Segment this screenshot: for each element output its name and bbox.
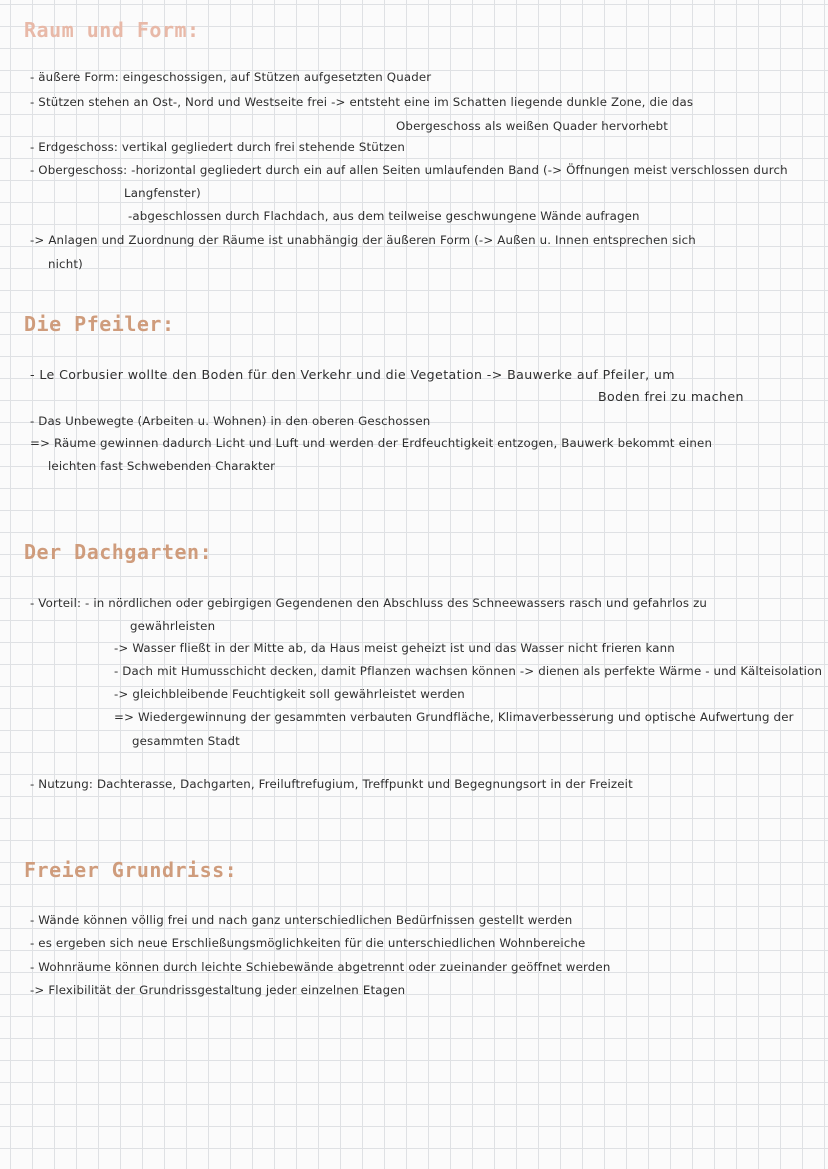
note-line: leichten fast Schwebenden Charakter — [48, 459, 276, 473]
note-line: -abgeschlossen durch Flachdach, aus dem teilweise geschwungene Wände aufragen — [128, 209, 640, 223]
note-line: - Le Corbusier wollte den Boden für den Verkehr und die Vegetation -> Bauwerke auf Pfeiler, um — [30, 367, 675, 382]
note-line: - Obergeschoss: -horizontal gegliedert durch ein auf allen Seiten umlaufenden Band (-> Öffnungen meist verschlossen durch — [30, 163, 788, 177]
note-line: -> Flexibilität der Grundrissgestaltung jeder einzelnen Etagen — [30, 983, 406, 997]
section-heading-die-pfeiler: Die Pfeiler: — [24, 312, 175, 336]
note-line: nicht) — [48, 257, 83, 271]
note-line: gesammten Stadt — [132, 734, 240, 748]
section-heading-raum-und-form: Raum und Form: — [24, 18, 200, 42]
note-line: Boden frei zu machen — [598, 389, 744, 404]
note-line: Obergeschoss als weißen Quader hervorhebt — [396, 119, 669, 133]
note-line: -> Wasser fließt in der Mitte ab, da Haus meist geheizt ist und das Wasser nicht frieren kann — [114, 641, 675, 655]
note-line: gewährleisten — [130, 619, 216, 633]
note-line: - Stützen stehen an Ost-, Nord und Westseite frei -> entsteht eine im Schatten liegende dunkle Zone, die das — [30, 95, 694, 109]
note-line: - es ergeben sich neue Erschließungsmöglichkeiten für die unterschiedlichen Wohnbereiche — [30, 936, 586, 950]
section-heading-freier-grundriss: Freier Grundriss: — [24, 858, 238, 882]
note-line: - Dach mit Humusschicht decken, damit Pflanzen wachsen können -> dienen als perfekte Wärme - und Kälteisolation — [114, 664, 823, 678]
note-line: - Vorteil: - in nördlichen oder gebirgigen Gegendenen den Abschluss des Schneewassers rasch und gefahrlos zu — [30, 596, 708, 610]
note-line: - Erdgeschoss: vertikal gegliedert durch frei stehende Stützen — [30, 140, 406, 154]
note-line: -> gleichbleibende Feuchtigkeit soll gewährleistet werden — [114, 687, 465, 701]
note-line: Langfenster) — [124, 186, 201, 200]
note-line: - Wände können völlig frei und nach ganz unterschiedlichen Bedürfnissen gestellt werden — [30, 913, 573, 927]
note-line: -> Anlagen und Zuordnung der Räume ist unabhängig der äußeren Form (-> Außen u. Innen entsprechen sich — [30, 233, 696, 247]
note-line: - äußere Form: eingeschossigen, auf Stützen aufgesetzten Quader — [30, 70, 432, 84]
note-line: => Räume gewinnen dadurch Licht und Luft und werden der Erdfeuchtigkeit entzogen, Bauwerk bekommt einen — [30, 436, 713, 450]
note-line: - Wohnräume können durch leichte Schiebewände abgetrennt oder zueinander geöffnet werden — [30, 960, 611, 974]
note-line: - Nutzung: Dachterasse, Dachgarten, Freiluftrefugium, Treffpunkt und Begegnungsort in der Freizeit — [30, 777, 633, 791]
note-line: - Das Unbewegte (Arbeiten u. Wohnen) in den oberen Geschossen — [30, 414, 431, 428]
section-heading-der-dachgarten: Der Dachgarten: — [24, 540, 213, 564]
note-line: => Wiedergewinnung der gesammten verbauten Grundfläche, Klimaverbesserung und optische Aufwertung der — [114, 710, 794, 724]
